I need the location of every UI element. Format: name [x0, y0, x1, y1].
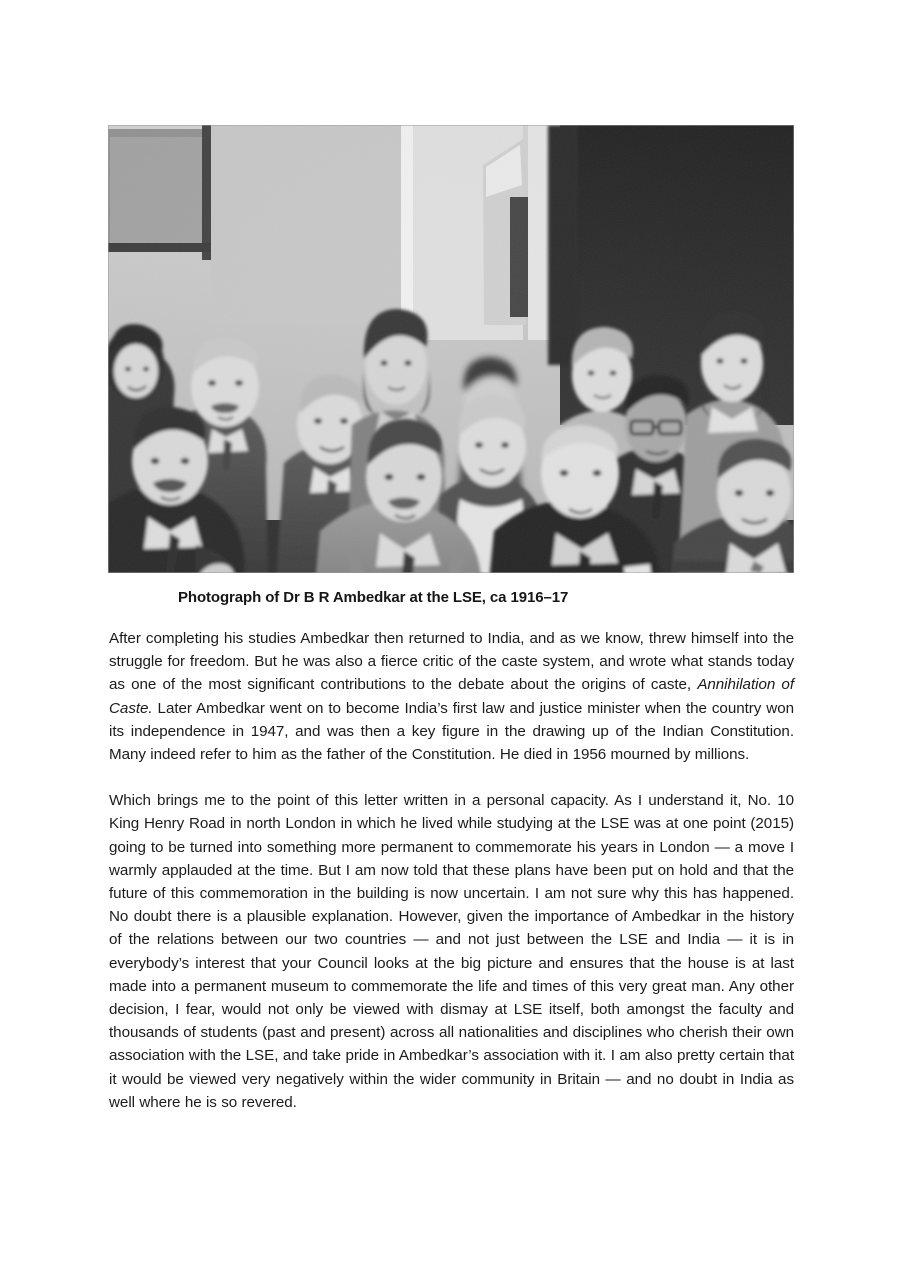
paragraph-one-text-a: After completing his studies Ambedkar then returned to India, and as we know, threw himself into the struggle for freedom. But he was also a fierce critic of the caste system, and wrote what stands today as one of the most significant contributions to the debate about the origins of caste,	[109, 630, 794, 694]
photograph-illustration	[108, 125, 794, 573]
letter-body	[109, 627, 794, 1114]
paragraph-two: Which brings me to the point of this letter written in a personal capacity. As I understand it, No. 10 King Henry Road in north London in which he lived while studying at the LSE was at one point (2015) going to be turned into something more permanent to commemorate his years in London — a move I warmly applauded at the time. But I am now told that these plans have been put on hold and that the future of this commemoration in the building is now uncertain. I am not sure why this has happened. No doubt there is a plausible explanation. However, given the importance of Ambedkar in the history of the relations between our two countries — and not just between the LSE and India — it is in everybody’s interest that your Council looks at the big picture and ensures that the house is at last made into a permanent museum to commemorate the life and times of this very great man. Any other decision, I fear, would not only be viewed with dismay at LSE itself, both amongst the faculty and thousands of students (past and present) across all nationalities and disciplines who cherish their own association with the LSE, and take pride in Ambedkar’s association with it. I am also pretty certain that it would be viewed very negatively within the wider community in Britain — and no doubt in India as well where he is so revered.	[109, 792, 794, 1111]
book-title-annihilation-of-caste: Annihilation of Caste.	[109, 676, 794, 717]
paragraph-one-text-b: Later Ambedkar went on to become India’s first law and justice minister when the country won its independence in 1947, and was then a key figure in the drawing up of the Indian Constitution. Many indeed refer to him as the father of the Constitution. He died in 1956 mourned by millions.	[109, 699, 794, 764]
photograph-figure	[108, 125, 794, 573]
photograph-image	[108, 125, 794, 573]
figure-caption: Photograph of Dr B R Ambedkar at the LSE, ca 1916–17	[178, 589, 569, 606]
paragraph-one	[109, 627, 794, 766]
